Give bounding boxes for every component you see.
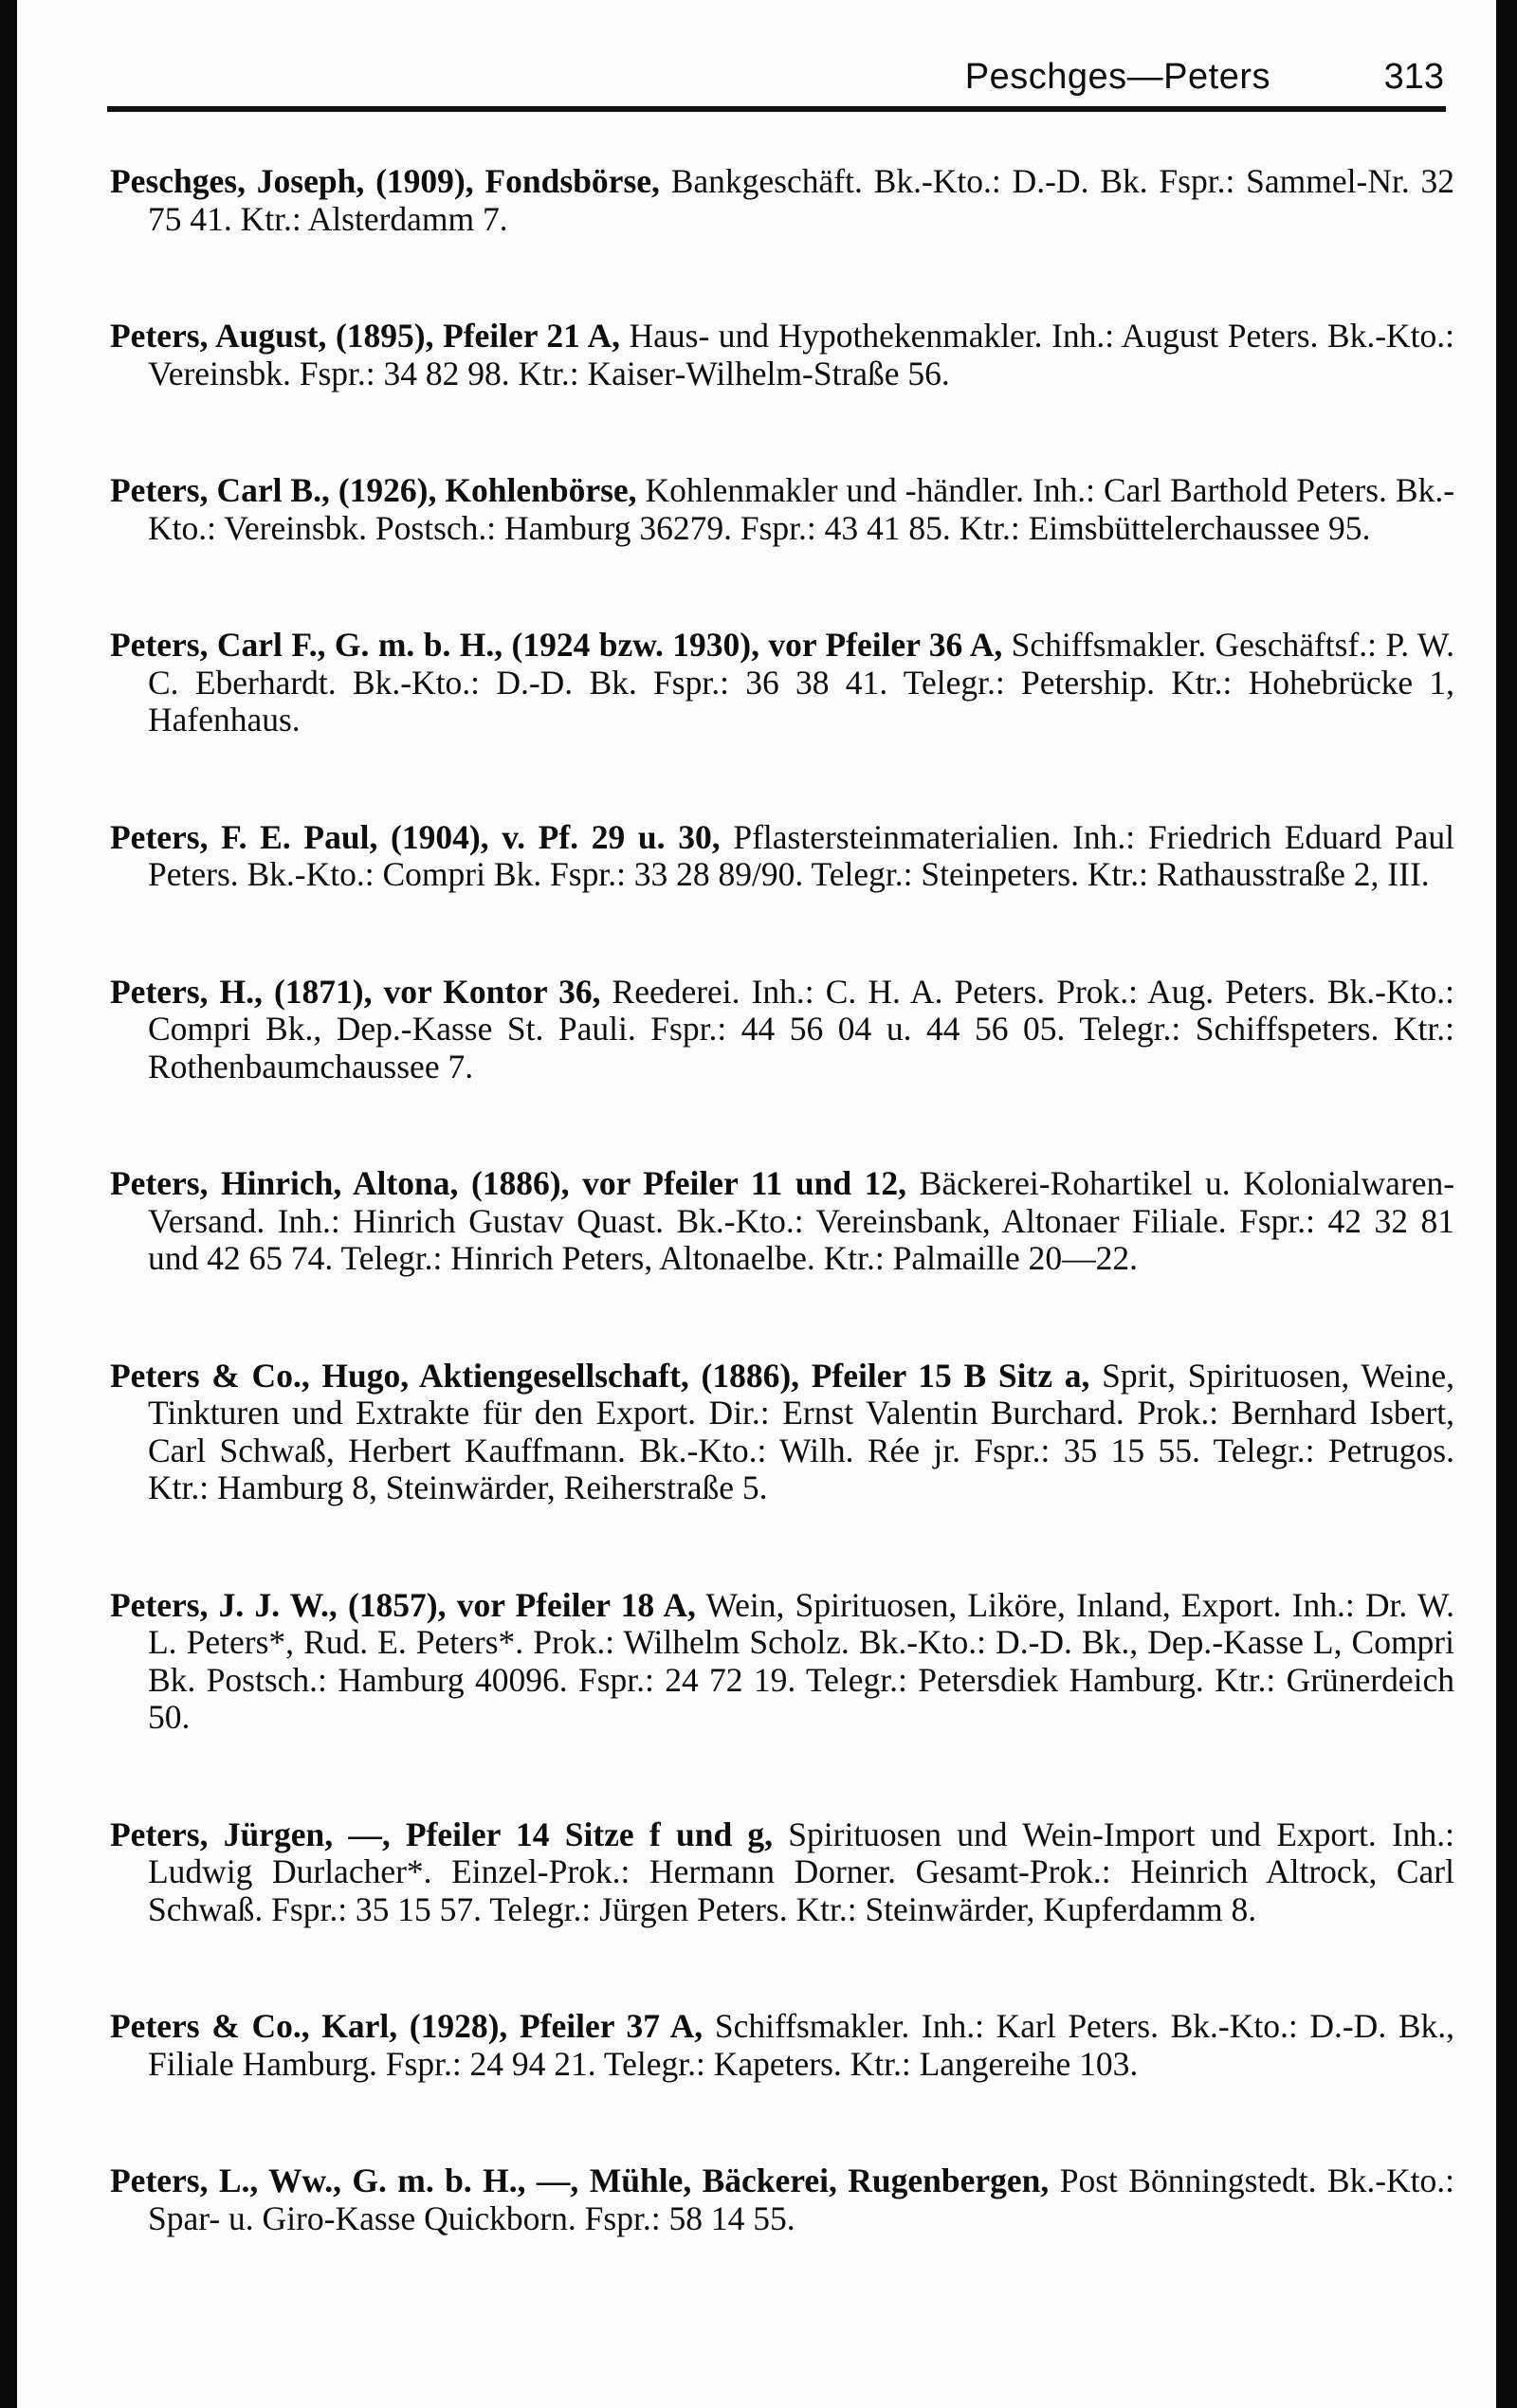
directory-entry	[110, 819, 1454, 894]
entry-name: Peschges, Joseph,	[110, 162, 365, 200]
entry-name: Peters & Co., Karl,	[110, 2007, 398, 2045]
entry-year: (1857),	[347, 1585, 447, 1624]
entry-year: (1926),	[338, 471, 437, 509]
entry-location: Kohlenbörse,	[445, 471, 637, 509]
entry-year: (1928),	[409, 2007, 508, 2045]
entry-name: Peters, J. J. W.,	[110, 1585, 338, 1624]
entry-name: Peters, Jürgen,	[110, 1815, 334, 1853]
directory-entry	[110, 472, 1454, 547]
page-number: 313	[1383, 57, 1444, 97]
entry-location: vor Kontor 36,	[383, 972, 601, 1011]
entry-year: (1886),	[470, 1164, 570, 1202]
directory-entry	[110, 318, 1454, 392]
entry-location: Mühle, Bäckerei, Rugenbergen,	[589, 2162, 1050, 2199]
entry-text: Reederei. Inh.: C. H. A. Peters. Prok.: Aug. Peters. Bk.-Kto.: Compri Bk., Dep.-Kasse St. Pauli. Fspr.: 44 56 04 u. 44 56 05. Telegr.: Schiffspeters. Ktr.: Rothenbaumchaussee 7.	[148, 972, 1454, 1085]
directory-entries	[110, 163, 1454, 2317]
directory-entry	[110, 2162, 1454, 2237]
entry-year: (1871),	[273, 972, 373, 1011]
entry-text: Sprit, Spirituosen, Weine, Tinkturen und Extrakte für den Export. Dir.: Ernst Valentin Burchard. Prok.: Bernhard Isbert, Carl Schwaß, Herbert Kauffmann. Bk.-Kto.: Wilh. Rée jr. Fspr.: 35 15 55. Telegr.: Petrugos. Ktr.: Hamburg 8, Steinwärder, Reiherstraße 5.	[148, 1356, 1455, 1506]
entry-location: Pfeiler 21 A,	[443, 317, 620, 355]
entry-year: —,	[536, 2162, 579, 2199]
entry-text: Post Bönningstedt. Bk.-Kto.: Spar- u. Giro-Kasse Quickborn. Fspr.: 58 14 55.	[148, 2162, 1455, 2237]
entry-year: (1904),	[391, 817, 489, 856]
directory-entry	[110, 2008, 1454, 2083]
entry-name: Peters, F. E. Paul,	[110, 817, 378, 856]
entry-text: Schiffsmakler. Inh.: Karl Peters. Bk.-Kto.: D.-D. Bk., Filiale Hamburg. Fspr.: 24 94 21. Telegr.: Kapeters. Ktr.: Langereihe 103.	[148, 2007, 1455, 2083]
entry-year: (1909),	[375, 162, 474, 200]
entry-location: vor Pfeiler 18 A,	[456, 1585, 696, 1624]
entry-location: Pfeiler 37 A,	[519, 2007, 704, 2045]
directory-entry	[110, 163, 1454, 238]
entry-location: v. Pf. 29 u. 30,	[502, 817, 721, 856]
entry-year: (1886),	[701, 1356, 800, 1395]
entry-name: Peters, L., Ww., G. m. b. H.,	[110, 2162, 526, 2199]
entry-text: Spirituosen und Wein-Import und Export. Inh.: Ludwig Durlacher*. Einzel-Prok.: Hermann Dorner. Gesamt-Prok.: Heinrich Altrock, Carl Schwaß. Fspr.: 35 15 57. Telegr.: Jürgen Peters. Ktr.: Steinwärder, Kupferdamm 8.	[148, 1815, 1455, 1928]
entry-location: Pfeiler 14 Sitze f und g,	[405, 1815, 774, 1853]
entry-location: vor Pfeiler 11 und 12,	[582, 1164, 907, 1202]
header-title: Peschges—Peters	[964, 57, 1270, 97]
directory-entry	[110, 1816, 1454, 1929]
entry-name: Peters, Carl B.,	[110, 471, 330, 509]
directory-entry	[110, 627, 1454, 739]
entry-text: Bäckerei-Rohartikel u. Kolonialwaren-Versand. Inh.: Hinrich Gustav Quast. Bk.-Kto.: Vereinsbank, Altonaer Filiale. Fspr.: 42 32 81 und 42 65 74. Telegr.: Hinrich Peters, Altonaelbe. Ktr.: Palmaille 20—22.	[148, 1164, 1455, 1277]
entry-year: (1895),	[335, 317, 434, 355]
entry-name: Peters & Co., Hugo, Aktiengesellschaft,	[110, 1356, 689, 1395]
entry-name: Peters, Carl F., G. m. b. H.,	[110, 626, 503, 664]
entry-text: Kohlenmakler und -händler. Inh.: Carl Barthold Peters. Bk.-Kto.: Vereinsbk. Postsch.: Hamburg 36279. Fspr.: 43 41 85. Ktr.: Eimsbüttelerchaussee 95.	[148, 471, 1455, 547]
entry-text: Schiffsmakler. Geschäftsf.: P. W. C. Eberhardt. Bk.-Kto.: D.-D. Bk. Fspr.: 36 38 41. Telegr.: Petership. Ktr.: Hohebrücke 1, Hafenhaus.	[148, 626, 1455, 739]
directory-entry	[110, 1587, 1454, 1737]
entry-text: Haus- und Hypothekenmakler. Inh.: August Peters. Bk.-Kto.: Vereinsbk. Fspr.: 34 82 98. Ktr.: Kaiser-Wilhelm-Straße 56.	[148, 317, 1455, 392]
directory-entry	[110, 1358, 1454, 1507]
entry-year: —,	[348, 1815, 391, 1853]
entry-text: Pflastersteinmaterialien. Inh.: Friedrich Eduard Paul Peters. Bk.-Kto.: Compri Bk. Fspr.: 33 28 89/90. Telegr.: Steinpeters. Ktr.: Rathausstraße 2, III.	[148, 817, 1454, 893]
entry-location: vor Pfeiler 36 A,	[768, 626, 1003, 664]
directory-entry	[110, 974, 1454, 1086]
entry-name: Peters, Hinrich, Altona,	[110, 1164, 459, 1202]
running-header	[107, 49, 1446, 112]
directory-entry	[110, 1165, 1454, 1278]
entry-text: Wein, Spirituosen, Liköre, Inland, Export. Inh.: Dr. W. L. Peters*, Rud. E. Peters*. Prok.: Wilhelm Scholz. Bk.-Kto.: D.-D. Bk., Dep.-Kasse L, Compri Bk. Postsch.: Hamburg 40096. Fspr.: 24 72 19. Telegr.: Petersdiek Hamburg. Ktr.: Grünerdeich 50.	[148, 1585, 1454, 1736]
entry-text: Bankgeschäft. Bk.-Kto.: D.-D. Bk. Fspr.: Sammel-Nr. 32 75 41. Ktr.: Alsterdamm 7.	[148, 162, 1455, 238]
entry-year: (1924 bzw. 1930),	[511, 626, 759, 664]
entry-name: Peters, August,	[110, 317, 327, 355]
entry-location: Fondsbörse,	[484, 162, 660, 200]
entry-name: Peters, H.,	[110, 972, 263, 1011]
entry-location: Pfeiler 15 B Sitz a,	[811, 1356, 1090, 1395]
